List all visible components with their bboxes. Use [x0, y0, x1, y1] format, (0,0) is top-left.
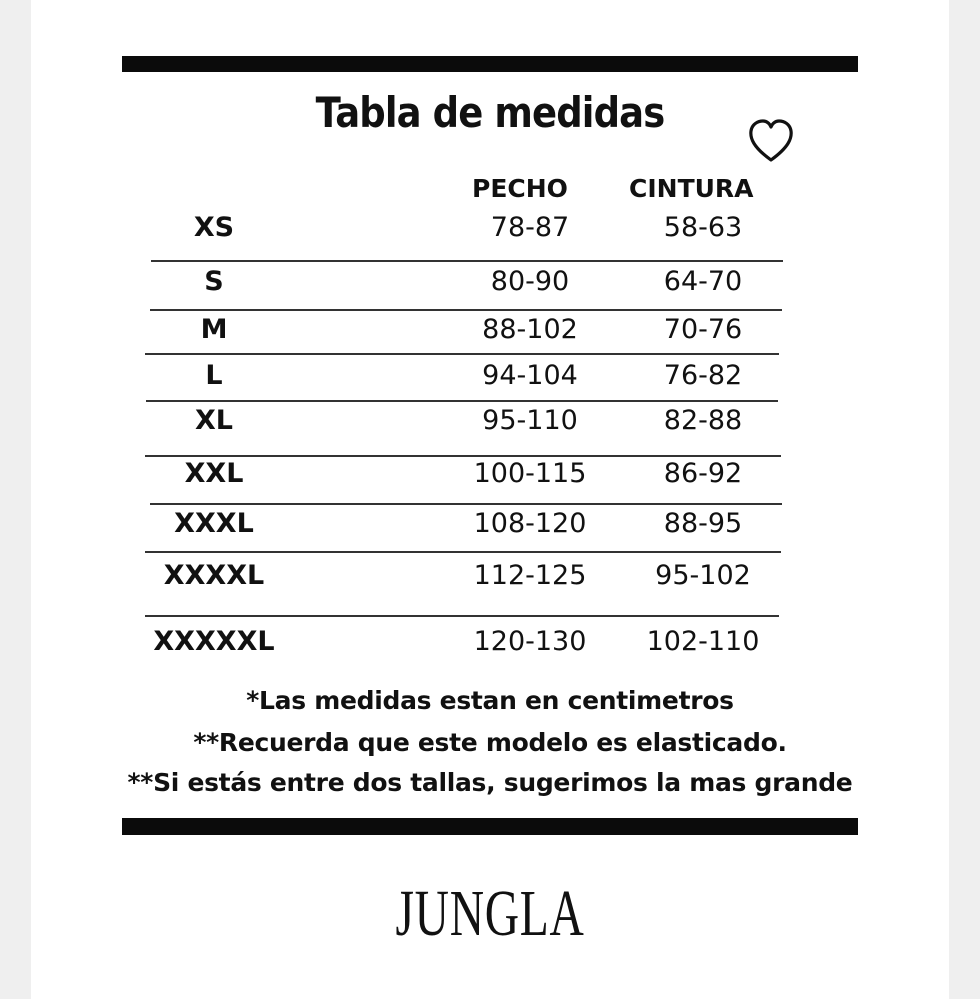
- size-label: M: [200, 314, 228, 345]
- pecho-value: 112-125: [473, 560, 587, 591]
- brand-logo: JUNGLA: [395, 877, 585, 950]
- size-label: XS: [193, 212, 235, 243]
- size-label: XXXXL: [163, 560, 265, 591]
- note-between-sizes: **Si estás entre dos tallas, sugerimos la mas grande: [127, 768, 853, 797]
- note-centimeters: *Las medidas estan en centimetros: [246, 686, 734, 715]
- cintura-value: 95-102: [655, 560, 751, 591]
- cintura-value: 88-95: [663, 508, 743, 539]
- column-header-cintura: CINTURA: [629, 174, 754, 203]
- size-label: S: [204, 266, 224, 297]
- top-divider-bar: [122, 56, 858, 72]
- pecho-value: 94-104: [482, 360, 578, 391]
- cintura-value: 102-110: [646, 626, 760, 657]
- table-row-divider: [145, 551, 781, 553]
- pecho-value: 120-130: [473, 626, 587, 657]
- table-row-divider: [150, 503, 782, 505]
- cintura-value: 76-82: [663, 360, 743, 391]
- table-row-divider: [145, 455, 781, 457]
- cintura-value: 58-63: [663, 212, 743, 243]
- cintura-value: 82-88: [663, 405, 743, 436]
- size-chart-title: Tabla de medidas: [315, 88, 665, 137]
- pecho-value: 80-90: [490, 266, 570, 297]
- pecho-value: 108-120: [473, 508, 587, 539]
- cintura-value: 70-76: [663, 314, 743, 345]
- pecho-value: 95-110: [482, 405, 578, 436]
- cintura-value: 86-92: [663, 458, 743, 489]
- size-label: XL: [194, 405, 234, 436]
- column-header-pecho: PECHO: [472, 174, 568, 203]
- bottom-divider-bar: [122, 818, 858, 835]
- size-label: XXXXXL: [153, 626, 275, 657]
- table-row-divider: [146, 400, 778, 402]
- product-image-card: [31, 0, 949, 999]
- favorite-heart-icon[interactable]: [745, 116, 797, 166]
- pecho-value: 78-87: [490, 212, 570, 243]
- cintura-value: 64-70: [663, 266, 743, 297]
- note-elastic: **Recuerda que este modelo es elasticado.: [193, 728, 787, 757]
- size-label: XXL: [184, 458, 244, 489]
- size-label: XXXL: [174, 508, 254, 539]
- pecho-value: 88-102: [482, 314, 578, 345]
- table-row-divider: [145, 353, 779, 355]
- size-label: L: [205, 360, 223, 391]
- table-row-divider: [145, 615, 779, 617]
- table-row-divider: [150, 309, 782, 311]
- heart-outline-icon: [745, 116, 797, 166]
- table-row-divider: [151, 260, 783, 262]
- pecho-value: 100-115: [473, 458, 587, 489]
